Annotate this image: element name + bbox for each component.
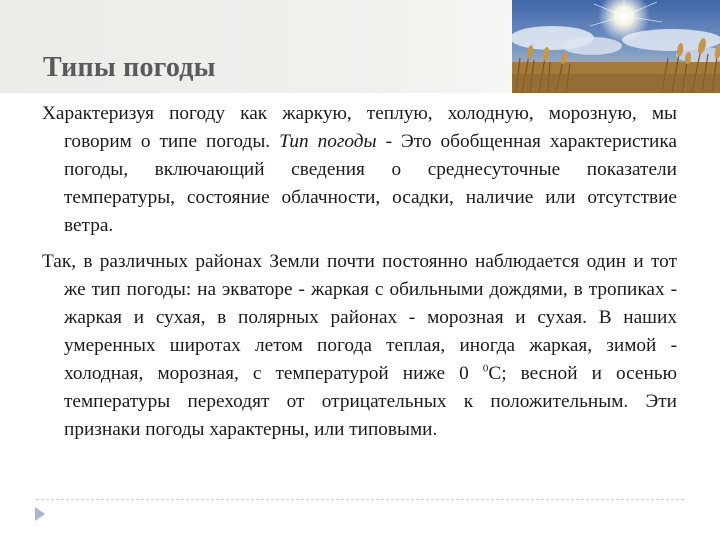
paragraph-regional-weather-types <box>42 248 677 444</box>
term-weather-type: Тип погоды <box>279 131 377 152</box>
footer-divider <box>36 499 684 500</box>
slide-body <box>42 100 677 452</box>
text-segment: С; весной и осенью температуры переходят от отрицательных к положительным. Эти признаки погоды характерны, или типовыми. <box>64 363 677 440</box>
paragraph-weather-type-definition <box>42 100 677 240</box>
slide-title: Типы погоды <box>43 52 216 83</box>
text-segment: Так, в различных районах Земли почти постоянно наблюдается один и тот же тип погоды: на экваторе - жаркая с обильными дождями, в тропиках - жаркая и сухая, в полярных районах - морозная и сухая. В наших умеренных широтах летом погода теплая, иногда жаркая, зимой - холодная, морозная, с температурой ниже 0 <box>42 251 677 384</box>
sun-over-wheat-field-photo <box>512 0 720 93</box>
text-segment: - Это обобщенная характеристика погоды, включающий сведения о среднесуточные показатели температуры, состояние облачности, осадки, наличие или отсутствие ветра. <box>64 131 677 236</box>
triangle-right-icon <box>34 507 46 521</box>
degree-superscript: 0 <box>482 362 489 375</box>
text-segment: Характеризуя погоду как жаркую, теплую, холодную, морозную, мы говорим о типе погоды. <box>42 103 677 152</box>
